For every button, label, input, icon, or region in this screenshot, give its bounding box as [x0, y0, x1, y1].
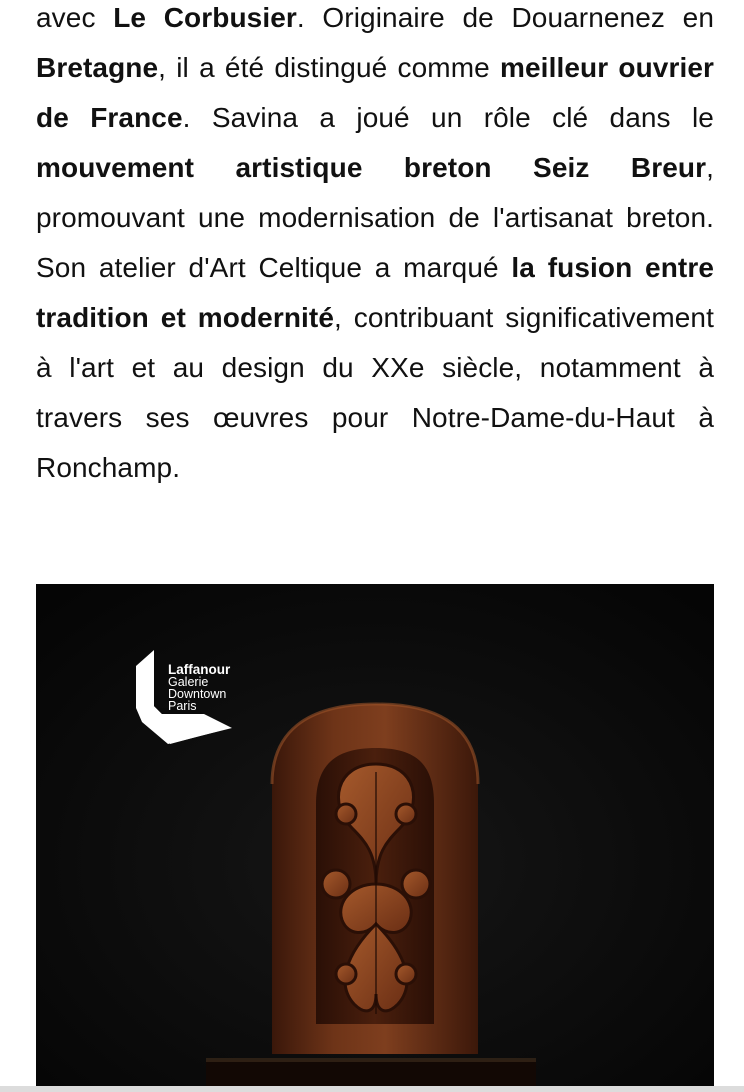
bold-text: meilleur ouvrier de France — [36, 52, 715, 133]
bold-text: Bretagne — [36, 52, 159, 83]
bold-text: mouvement artistique breton Seiz Breur — [36, 152, 707, 183]
chair-back — [272, 704, 478, 1054]
body-text: , contribuant significativement à l'art et au design du XXe siècle, notamment à travers ses œuvres pour Notre-Dame-du-Haut à Ronchamp. — [36, 302, 714, 483]
article-paragraph — [36, 0, 714, 493]
carved-chair-image — [36, 584, 714, 1092]
body-text: avec — [36, 2, 114, 33]
body-text: , il a été distingué comme — [158, 52, 501, 83]
bottom-edge — [0, 1086, 744, 1092]
logo-brand: Laffanour — [168, 662, 231, 677]
logo-line-downtown: Downtown — [168, 687, 227, 701]
body-text: . Savina a joué un rôle clé dans le — [182, 102, 714, 133]
article-body — [36, 0, 714, 493]
bold-text: Le Corbusier — [113, 2, 297, 33]
body-text: , promouvant une modernisation de l'artisanat breton. Son atelier d'Art Celtique a marqué — [36, 152, 714, 283]
article-photo — [36, 584, 714, 1092]
gallery-logo-text — [168, 664, 230, 712]
logo-line-galerie: Galerie — [168, 675, 209, 689]
body-text: . Originaire de Douarnenez en — [296, 2, 714, 33]
logo-line-paris: Paris — [168, 699, 197, 713]
bold-text: la fusion entre tradition et modernité — [36, 252, 714, 333]
